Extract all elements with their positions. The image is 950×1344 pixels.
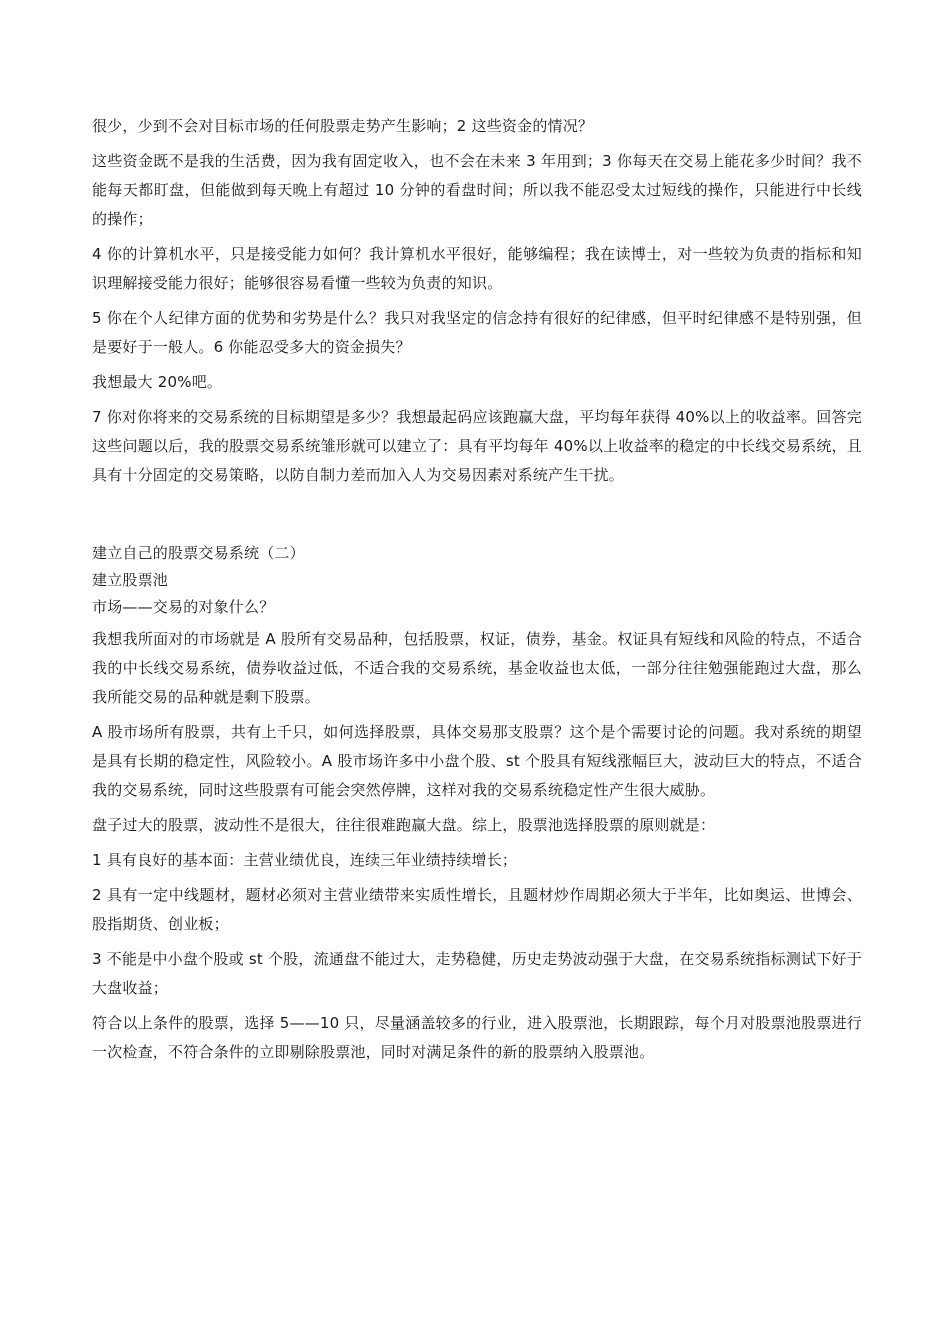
section-heading [92, 540, 862, 621]
section-personal-assessment [92, 112, 862, 490]
paragraph: 盘子过大的股票，波动性不是很大，往往很难跑赢大盘。综上，股票池选择股票的原则就是： [92, 816, 716, 834]
paragraph: A 股市场所有股票，共有上千只，如何选择股票，具体交易那支股票？这个是个需要讨论的问题。我对系统的期望是具有长期的稳定性，风险较小。A 股市场许多中小盘个股、st 个股具有短线涨幅巨大，波动巨大的特点，不适合我的交易系统，同时这些股票有可能会突然停牌，这样对我的交易系统稳定性产生很大威胁。 [92, 723, 862, 799]
paragraph: 符合以上条件的股票，选择 5——10 只，尽量涵盖较多的行业，进入股票池，长期跟踪，每个月对股票池股票进行一次检查，不符合条件的立即剔除股票池，同时对满足条件的新的股票纳入股票池。 [92, 1014, 862, 1061]
section-question: 市场——交易的对象什么？ [92, 598, 275, 616]
paragraph: 2 具有一定中线题材，题材必须对主营业绩带来实质性增长，且题材炒作周期必须大于半年，比如奥运、世博会、股指期货、创业板； [92, 886, 862, 933]
paragraph: 5 你在个人纪律方面的优势和劣势是什么？我只对我坚定的信念持有很好的纪律感，但平时纪律感不是特别强，但是要好于一般人。6 你能忍受多大的资金损失？ [92, 309, 862, 356]
paragraph: 我想我所面对的市场就是 A 股所有交易品种，包括股票，权证，债券，基金。权证具有短线和风险的特点，不适合我的中长线交易系统，债券收益过低，不适合我的交易系统，基金收益也太低，一部分往往勉强能跑过大盘，那么我所能交易的品种就是剩下股票。 [92, 630, 862, 706]
section-spacer [92, 496, 862, 540]
paragraph: 很少，少到不会对目标市场的任何股票走势产生影响；2 这些资金的情况？ [92, 117, 594, 135]
paragraph: 我想最大 20%吧。 [92, 373, 223, 391]
section-title: 建立自己的股票交易系统（二） [92, 544, 305, 562]
document-page [92, 112, 862, 1073]
paragraph: 这些资金既不是我的生活费，因为我有固定收入，也不会在未来 3 年用到；3 你每天在交易上能花多少时间？我不能每天都盯盘，但能做到每天晚上有超过 10 分钟的看盘时间；所以我不能忍受太过短线的操作，只能进行中长线的操作； [92, 152, 862, 228]
section-subtitle: 建立股票池 [92, 571, 169, 589]
paragraph: 1 具有良好的基本面：主营业绩优良，连续三年业绩持续增长； [92, 851, 518, 869]
paragraph: 3 不能是中小盘个股或 st 个股，流通盘不能过大，走势稳健，历史走势波动强于大盘，在交易系统指标测试下好于大盘收益； [92, 950, 862, 997]
paragraph: 7 你对你将来的交易系统的目标期望是多少？我想最起码应该跑赢大盘，平均每年获得 40%以上的收益率。回答完这些问题以后，我的股票交易系统雏形就可以建立了：具有平均每年 40%以上收益率的稳定的中长线交易系统，且具有十分固定的交易策略，以防自制力差而加入人为交易因素对系统产生干扰。 [92, 408, 862, 484]
section-stock-pool [92, 540, 862, 1067]
paragraph: 4 你的计算机水平，只是接受能力如何？我计算机水平很好，能够编程；我在读博士，对一些较为负责的指标和知识理解接受能力很好；能够很容易看懂一些较为负责的知识。 [92, 245, 862, 292]
